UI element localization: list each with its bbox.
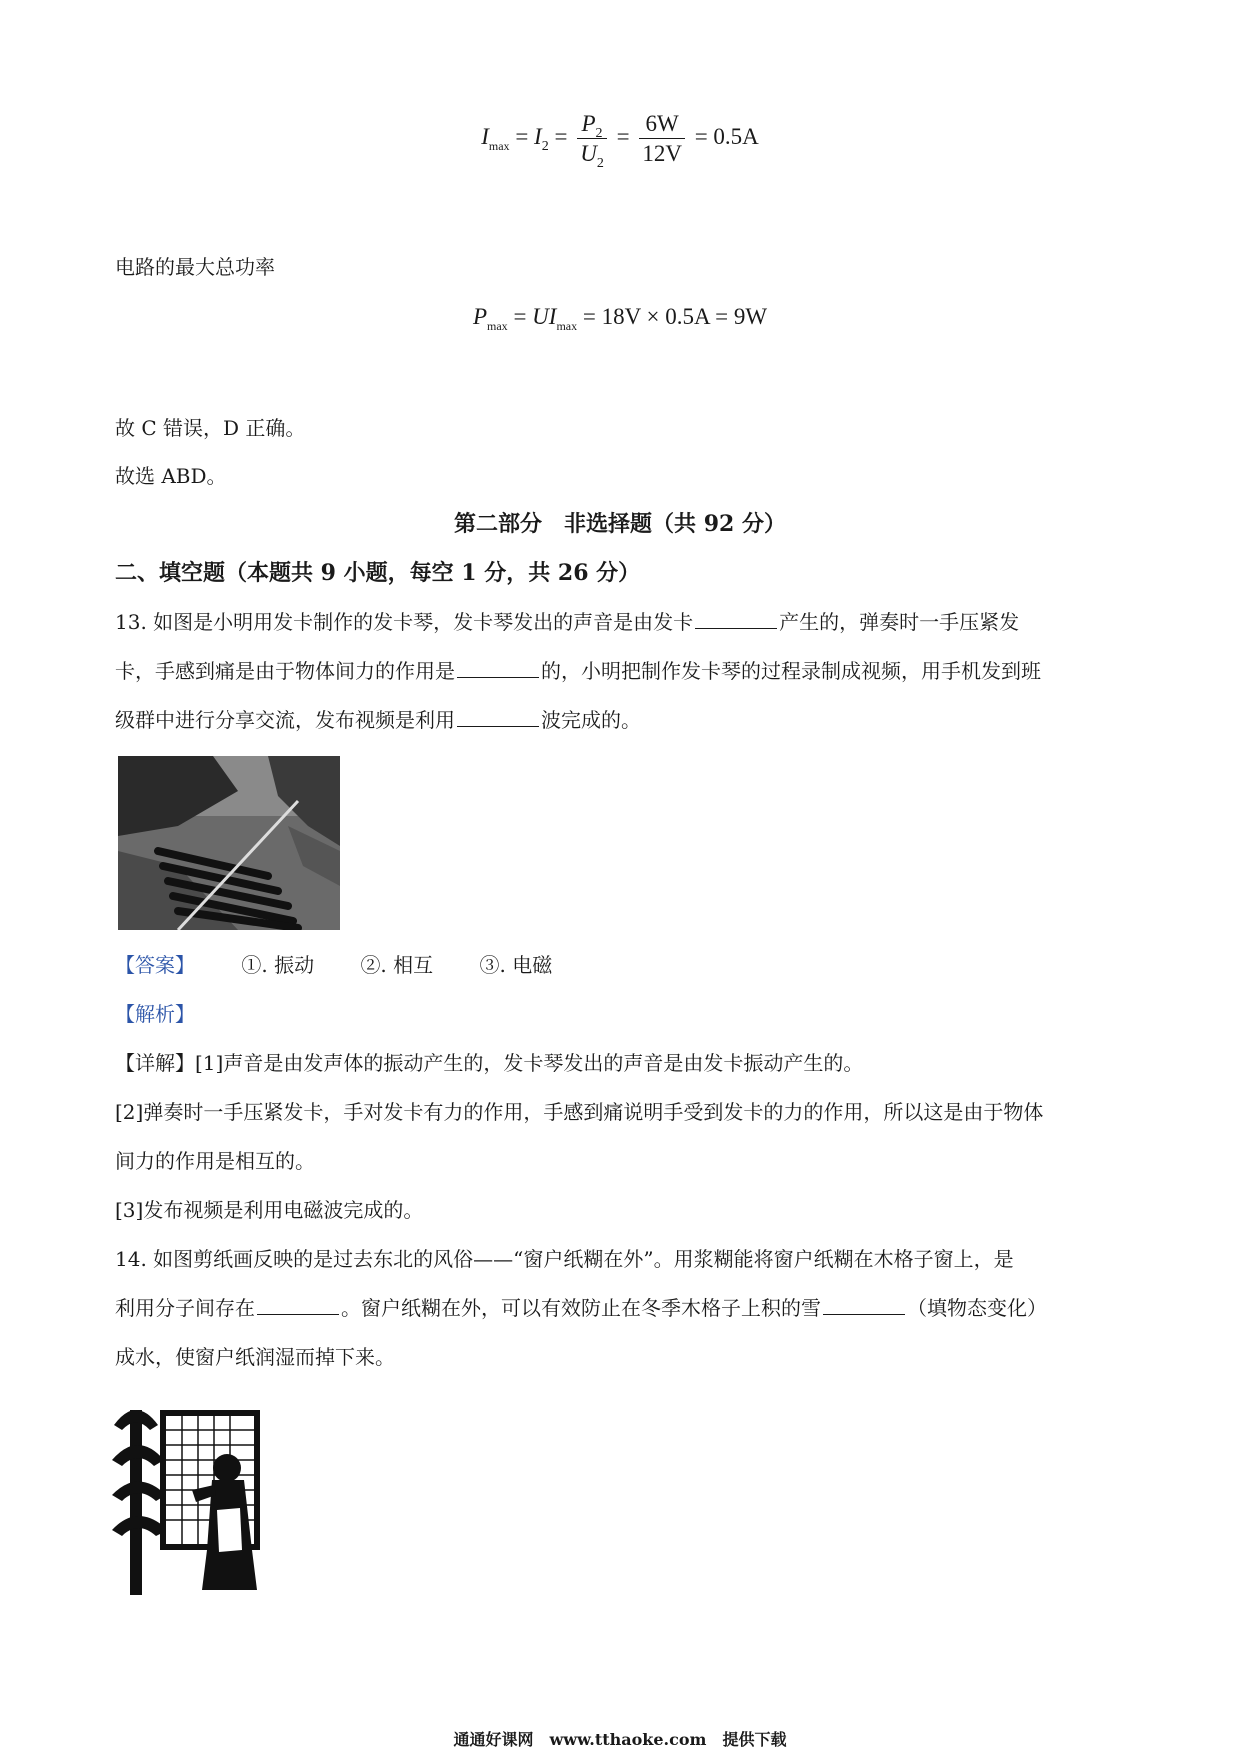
q13-line-3 (115, 710, 641, 730)
eq1-i2: I (534, 123, 542, 149)
eq1-equals-3: = (616, 123, 630, 149)
answer-label: 【答案】 (115, 953, 195, 977)
q13-text-3a: 级群中进行分享交流，发布视频是利用 (115, 708, 455, 732)
q14-line-1: 14. 如图剪纸画反映的是过去东北的风俗——“窗户纸糊在外”。用浆糊能将窗户纸糊在木格子窗上，是 (115, 1247, 1014, 1271)
eq2-equals: = (513, 304, 527, 329)
detail-line-2: [2]弹奏时一手压紧发卡，手对发卡有力的作用，手感到痛说明手受到发卡的力的作用，所以这是由于物体 (115, 1100, 1044, 1124)
eq1-u: U (580, 141, 597, 166)
text-c-wrong: 故 C 错误，D 正确。 (115, 416, 306, 440)
eq1-equals-2: = (554, 123, 568, 149)
part-title: 第二部分 非选择题（共 92 分） (454, 511, 786, 537)
analysis-label: 【解析】 (115, 1002, 195, 1026)
eq1-i2-sub: 2 (541, 138, 549, 154)
detail-line-1 (115, 1053, 863, 1073)
q13-text-2a: 卡，手感到痛是由于物体间力的作用是 (115, 659, 455, 683)
eq1-p-sub: 2 (595, 126, 603, 141)
paper-cut-window-illustration (112, 1390, 267, 1595)
q14-line-2 (115, 1298, 1047, 1318)
q14-line-3: 成水，使窗户纸润湿而掉下来。 (115, 1345, 395, 1369)
q14-blank-2 (823, 1313, 905, 1315)
eq1-u-sub: 2 (596, 156, 604, 171)
eq2-ui-sub: max (556, 319, 578, 333)
q14-text-2a: 利用分子间存在 (115, 1296, 255, 1320)
detail-line-4: [3]发布视频是利用电磁波完成的。 (115, 1198, 424, 1222)
q13-text-1a: 13. 如图是小明用发卡制作的发卡琴，发卡琴发出的声音是由发卡 (115, 610, 694, 634)
eq2-rest: = 18V × 0.5A = 9W (582, 304, 768, 329)
eq1-result: = 0.5A (694, 123, 759, 149)
q14-text-2b: 。窗户纸糊在外，可以有效防止在冬季木格子上积的雪 (341, 1296, 821, 1320)
answer-line (115, 955, 592, 975)
eq1-i: I (481, 123, 489, 149)
detail-label: 【详解】 (115, 1051, 195, 1075)
answer-item-2: ②. 相互 (360, 953, 434, 977)
answer-item-3: ③. 电磁 (479, 953, 553, 977)
equation-power-max (0, 304, 1240, 333)
equation-current-max (0, 111, 1240, 171)
eq1-den-12v: 12V (642, 141, 682, 166)
answer-item-1: ①. 振动 (241, 953, 315, 977)
q13-text-3b: 波完成的。 (541, 708, 641, 732)
detail-text-1: [1]声音是由发声体的振动产生的，发卡琴发出的声音是由发卡振动产生的。 (195, 1051, 864, 1075)
eq1-num-6w: 6W (639, 112, 685, 139)
section-title: 二、填空题（本题共 9 小题，每空 1 分，共 26 分） (115, 560, 641, 586)
eq1-frac-values (639, 112, 685, 165)
eq1-p: P (581, 111, 596, 136)
q14-text-2c: （填物态变化） (907, 1296, 1047, 1320)
q13-blank-2 (457, 676, 539, 678)
eq1-frac-p-over-u (577, 111, 607, 171)
eq1-sub-max: max (488, 138, 510, 153)
q13-blank-3 (457, 725, 539, 727)
eq2-p: P (472, 304, 488, 329)
footer-credit: 通通好课网 www.tthaoke.com 提供下载 (453, 1730, 787, 1749)
q14-blank-1 (257, 1313, 339, 1315)
text-max-power: 电路的最大总功率 (115, 255, 275, 279)
q13-text-1b: 产生的，弹奏时一手压紧发 (779, 610, 1020, 634)
detail-line-3: 间力的作用是相互的。 (115, 1149, 315, 1173)
q13-blank-1 (695, 627, 777, 629)
q13-line-1 (115, 612, 1019, 632)
eq2-p-sub: max (487, 319, 508, 333)
eq1-equals: = (515, 123, 529, 149)
eq2-ui: UI (532, 304, 557, 329)
text-choose: 故选 ABD。 (115, 464, 227, 488)
q13-line-2 (115, 661, 1041, 681)
q13-text-2b: 的，小明把制作发卡琴的过程录制成视频，用手机发到班 (541, 659, 1041, 683)
hairpin-kalimba-photo (118, 756, 340, 930)
